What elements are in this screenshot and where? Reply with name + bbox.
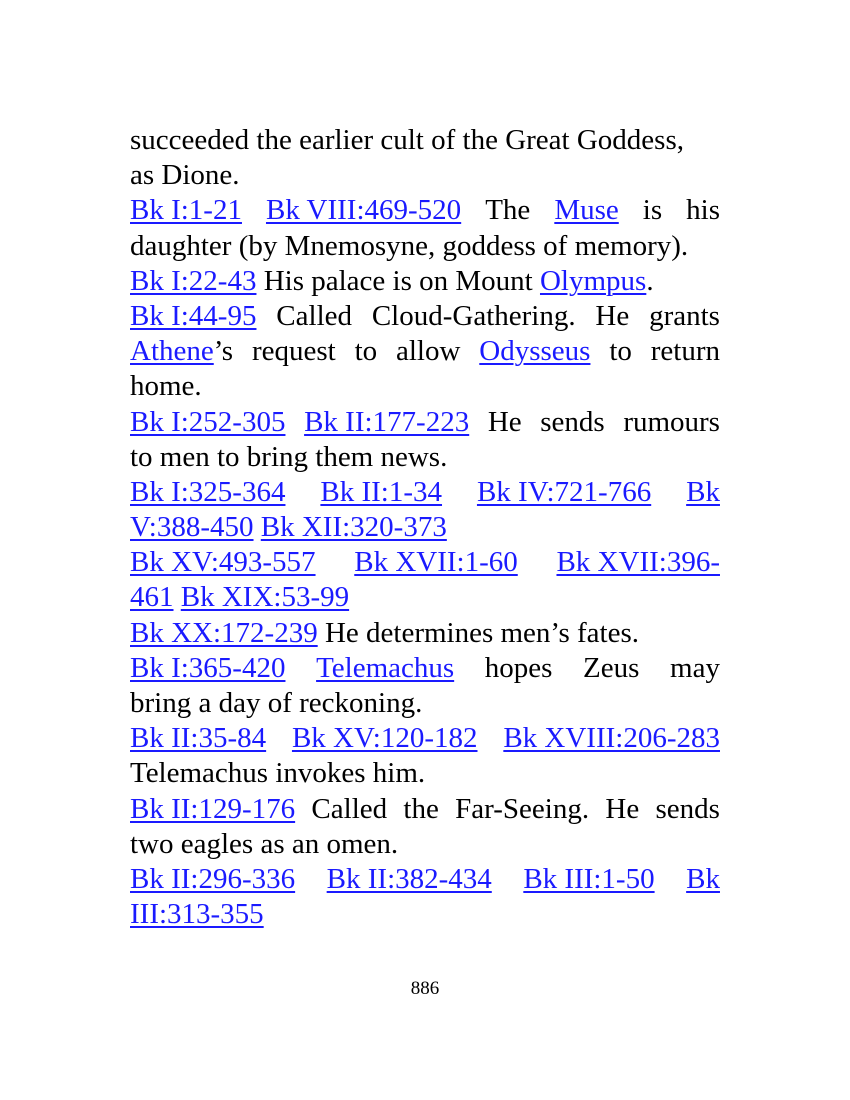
body-text: succeeded the earlier cult of the Great Goddess, (130, 124, 684, 156)
body-text: daughter (by Mnemosyne, goddess of memory). (130, 229, 689, 262)
reference-link[interactable]: Bk XII:320-373 (260, 511, 447, 544)
reference-link[interactable]: Muse (554, 194, 619, 227)
reference-link[interactable]: Bk I:325-364 (130, 475, 286, 508)
text-line (130, 580, 720, 615)
document-body (130, 123, 720, 932)
text-line (130, 405, 720, 440)
body-text: is (642, 194, 663, 227)
body-text: allow (395, 335, 461, 368)
body-text: hopes (484, 651, 553, 684)
reference-link[interactable]: Bk I:1-21 (130, 194, 242, 227)
text-line (130, 862, 720, 897)
reference-link[interactable]: 461 (130, 581, 174, 614)
reference-link[interactable]: Bk II:296-336 (130, 862, 296, 895)
reference-link[interactable]: Bk XV:120-182 (291, 722, 478, 755)
text-line (130, 686, 720, 721)
text-line (130, 827, 720, 862)
body-text: rumours (623, 405, 720, 438)
body-text: The (485, 194, 531, 227)
body-text: Zeus (583, 651, 640, 684)
body-text: He (487, 405, 522, 438)
body-text: to (354, 335, 378, 368)
page-number: 886 (410, 978, 440, 999)
text-line (130, 475, 720, 510)
reference-link[interactable]: Bk XX:172-239 (130, 616, 318, 649)
body-text: He (605, 792, 640, 825)
body-text: Far-Seeing. (455, 792, 590, 825)
reference-link[interactable]: Athene (130, 335, 214, 368)
reference-link[interactable]: Bk II:35-84 (130, 722, 267, 755)
body-text: home. (130, 370, 202, 403)
reference-link[interactable]: Bk IV:721-766 (476, 475, 652, 508)
reference-link[interactable]: Bk XV:493-557 (130, 546, 316, 579)
body-text: He determines men’s fates. (317, 616, 640, 649)
body-text: to men to bring them news. (130, 440, 448, 473)
text-line (130, 545, 720, 580)
body-text: sends (540, 405, 605, 438)
body-text (174, 581, 181, 613)
body-text: the (403, 792, 439, 825)
body-text: bring a day of reckoning. (130, 687, 423, 719)
body-text: sends (655, 792, 720, 825)
text-line (130, 158, 720, 193)
body-text: His palace is on Mount (256, 264, 540, 297)
reference-link[interactable]: Bk II:177-223 (304, 405, 470, 438)
reference-link[interactable]: Bk III:1-50 (523, 862, 655, 895)
reference-link[interactable]: Bk II:1-34 (320, 475, 443, 508)
text-line (130, 369, 720, 404)
body-text: as Dione. (130, 159, 240, 192)
reference-link[interactable]: Bk XIX:53-99 (180, 581, 350, 614)
reference-link[interactable]: Bk I:365-420 (130, 651, 286, 684)
text-line (130, 299, 720, 334)
body-text: Cloud-Gathering. (371, 299, 576, 332)
text-line (130, 510, 720, 545)
body-text: . (646, 264, 654, 297)
reference-link[interactable]: Bk (686, 862, 720, 895)
body-text: Telemachus invokes him. (130, 757, 426, 790)
body-text: two eagles as an omen. (130, 827, 399, 860)
body-text: Called (311, 792, 388, 825)
text-line (130, 756, 720, 791)
text-line (130, 651, 720, 686)
reference-link[interactable]: Bk II:129-176 (130, 792, 296, 825)
reference-link[interactable]: Bk I:252-305 (130, 405, 286, 438)
body-text: his (686, 194, 720, 227)
body-text: to (609, 335, 632, 368)
text-line (130, 193, 720, 228)
reference-link[interactable]: III:313-355 (130, 898, 264, 931)
reference-link[interactable]: Olympus (539, 264, 647, 297)
text-line (130, 897, 720, 932)
reference-link[interactable]: Bk XVII:396- (556, 546, 720, 579)
text-line (130, 123, 720, 158)
text-line (130, 229, 720, 264)
text-line (130, 792, 720, 827)
body-text: He (595, 299, 630, 332)
body-text: request (251, 335, 336, 368)
reference-link[interactable]: Odysseus (479, 335, 591, 368)
body-text (254, 511, 261, 543)
reference-link[interactable]: V:388-450 (130, 511, 254, 544)
reference-link[interactable]: Telemachus (316, 651, 455, 684)
text-line (130, 721, 720, 756)
body-text: Called (276, 299, 352, 332)
reference-link[interactable]: Bk II:382-434 (326, 862, 492, 895)
body-text: grants (649, 299, 720, 332)
text-line (130, 264, 720, 299)
reference-link[interactable]: Bk VIII:469-520 (265, 194, 462, 227)
body-text: return (650, 335, 720, 368)
reference-link[interactable]: Bk (686, 475, 720, 508)
text-line (130, 616, 720, 651)
text-line (130, 334, 720, 369)
text-line (130, 440, 720, 475)
reference-link[interactable]: Bk XVII:1-60 (354, 546, 518, 579)
reference-link[interactable]: Bk XVIII:206-283 (503, 722, 720, 755)
reference-link[interactable]: Bk I:44-95 (130, 299, 257, 332)
reference-link[interactable]: Bk I:22-43 (130, 264, 257, 297)
word-group (130, 334, 233, 369)
body-text: may (670, 651, 720, 684)
body-text: ’s (213, 335, 234, 368)
